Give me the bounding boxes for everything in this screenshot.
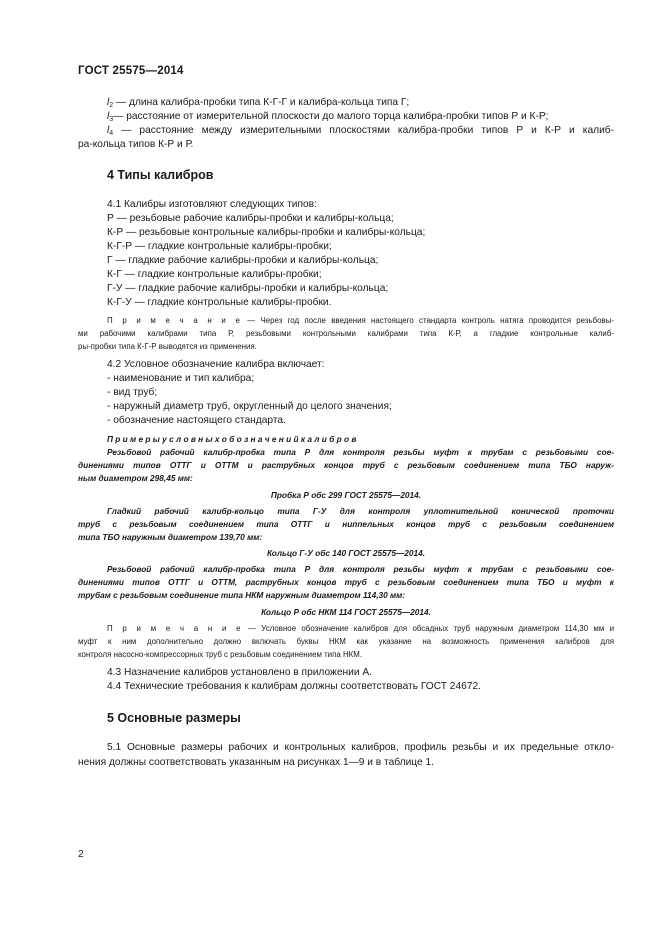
type-item: К-Г-У — гладкие контрольные калибры-пробки. — [107, 297, 332, 308]
type-item: Р — резьбовые рабочие калибры-пробки и калибры-кольца; — [107, 213, 394, 224]
note-2-line-1 — [78, 622, 614, 635]
note-text: — Через год после введения настоящего стандарта контроль натяга проводится резьбовы- — [242, 316, 615, 325]
example-3-line-2: динениями типов ОТТГ и ОТТМ, раструбных концов труб с резьбовым соединением типа ТБО и муфт к — [78, 577, 614, 587]
example-3-line-1: Резьбовой рабочий калибр-пробка типа Р для контроля резьбы муфт к трубам с резьбовыми сое- — [107, 564, 614, 574]
list-item: - наружный диаметр труб, округленный до целого значения; — [107, 401, 392, 412]
list-item: - обозначение настоящего стандарта. — [107, 415, 286, 426]
example-2-line-3: типа ТБО наружным диаметром 139,70 мм: — [78, 532, 263, 542]
type-item: Г — гладкие рабочие калибры-пробки и калибры-кольца; — [107, 255, 379, 266]
symbol-subscript: 2 — [109, 102, 114, 109]
para-4-3: 4.3 Назначение калибров установлено в приложении А. — [107, 667, 372, 678]
type-item: К-Р — резьбовые контрольные калибры-пробки и калибры-кольца; — [107, 227, 426, 238]
list-item: - вид труб; — [107, 387, 158, 398]
type-item: К-Г — гладкие контрольные калибры-пробки; — [107, 269, 322, 280]
note-2-line-2: муфт к ним дополнительно должно включать буквы НКМ как указание на возможность применения калибров для — [78, 637, 614, 646]
examples-title: П р и м е р ы у с л о в н ы х о б о з н а ч е н и й к а л и б р о в — [107, 434, 357, 444]
list-item: - наименование и тип калибра; — [107, 373, 255, 384]
section-5-title: 5 Основные размеры — [107, 711, 241, 725]
note-text: — Условное обозначение калибров для обсадных труб наружным диаметром 114,30 мм и — [242, 624, 614, 633]
type-item: К-Г-Р — гладкие контрольные калибры-пробки; — [107, 241, 332, 252]
note-1-line-3: ры-пробки типа К-Г-Р выводятся из применения. — [78, 342, 257, 351]
symbol-subscript: 4 — [109, 130, 114, 137]
para-5-1-line-2: нения должны соответствовать указанным на рисунках 1—9 и в таблице 1. — [78, 757, 434, 768]
example-2-line-1: Гладкий рабочий калибр-кольцо типа Г-У для контроля уплотнительной конической проточки — [107, 506, 614, 516]
example-1-line-1: Резьбовой рабочий калибр-пробка типа Р для контроля резьбы муфт к трубам с резьбовыми сое- — [107, 447, 614, 457]
example-2-code: Кольцо Г-У обс 140 ГОСТ 25575—2014. — [266, 548, 426, 558]
example-1-code: Пробка Р обс 299 ГОСТ 25575—2014. — [270, 490, 422, 500]
definition-text: — расстояние между измерительными плоскостями калибра-пробки типов Р и К-Р и калиб- — [113, 125, 614, 136]
example-1-line-2: динениями типов ОТТГ и ОТТМ и раструбных концов труб с резьбовым соединением типа ТБО наруж- — [78, 460, 614, 470]
example-1-line-3: ным диаметром 298,45 мм: — [78, 473, 193, 483]
para-5-1-line-1: 5.1 Основные размеры рабочих и контрольных калибров, профиль резьбы и их предельные откло- — [107, 742, 614, 753]
note-label: П р и м е ч а н и е — [107, 624, 243, 633]
note-1-line-1 — [78, 314, 614, 327]
section-4-title: 4 Типы калибров — [107, 168, 214, 182]
symbol-subscript: 3 — [109, 116, 114, 123]
page-number: 2 — [78, 849, 84, 860]
para-4-1: 4.1 Калибры изготовляют следующих типов: — [107, 199, 317, 210]
symbol: l — [107, 111, 110, 122]
symbol: l — [107, 125, 110, 136]
para-4-4: 4.4 Технические требования к калибрам должны соответствовать ГОСТ 24672. — [107, 681, 481, 692]
para-4-2: 4.2 Условное обозначение калибра включает: — [107, 359, 325, 370]
symbol: l — [107, 97, 110, 108]
document-header: ГОСТ 25575—2014 — [78, 65, 184, 77]
note-2-line-3: контроля насосно-компрессорных труб с резьбовым соединением типа НКМ. — [78, 650, 363, 659]
example-3-line-3: трубам с резьбовым соединение типа НКМ наружным диаметром 114,30 мм: — [78, 590, 406, 600]
example-3-code: Кольцо Р обс НКМ 114 ГОСТ 25575—2014. — [261, 607, 431, 617]
definition-l4-cont: ра-кольца типов К-Р и Р. — [78, 139, 194, 150]
example-2-line-2: труб с резьбовым соединением типа ОТТГ и ниппельных концов труб с резьбовым соединением — [78, 519, 614, 529]
note-1-line-2: ми рабочими калибрами типа Р, резьбовыми контрольными калибрами типа К-Р, а гладкие контрольные калиб- — [78, 329, 614, 338]
note-label: П р и м е ч а н и е — [107, 316, 243, 325]
definition-text: — длина калибра-пробки типа К-Г-Г и калибра-кольца типа Г; — [113, 97, 410, 108]
type-item: Г-У — гладкие рабочие калибры-пробки и калибры-кольца; — [107, 283, 389, 294]
definition-text: — расстояние от измерительной плоскости до малого торца калибра-пробки типов Р и К-Р; — [113, 111, 549, 122]
